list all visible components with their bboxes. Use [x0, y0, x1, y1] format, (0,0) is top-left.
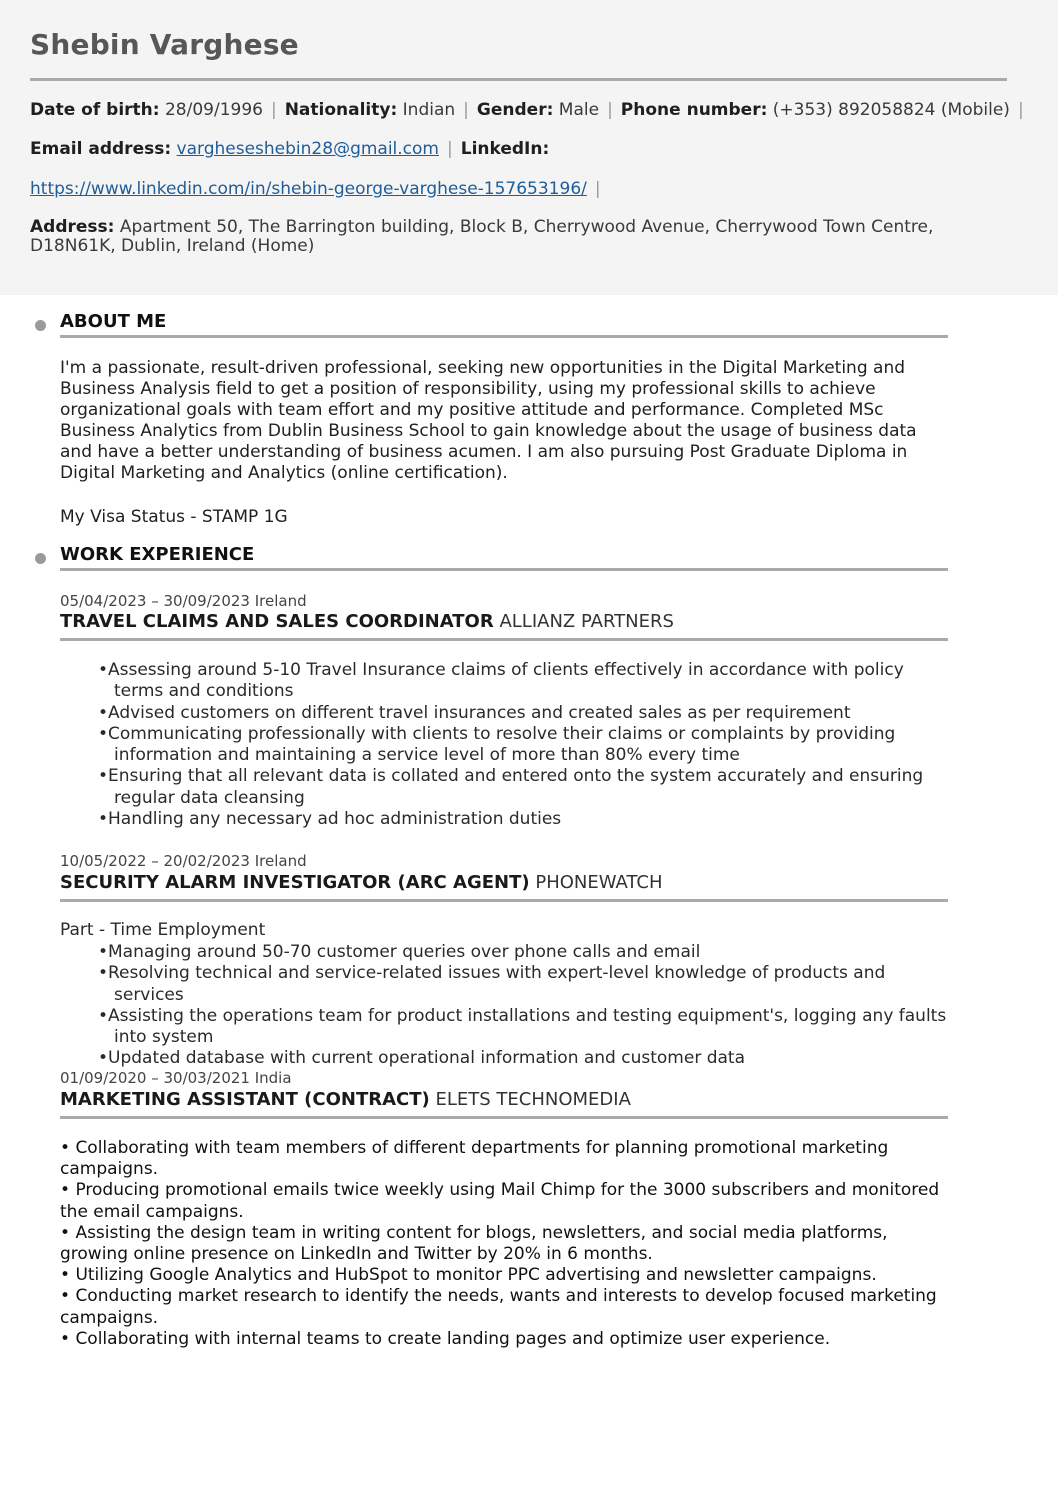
- name-divider: [30, 78, 1007, 81]
- job-title: [60, 1089, 631, 1110]
- nationality-label: Nationality:: [284, 100, 398, 120]
- list-item: • Assisting the design team in writing content for blogs, newsletters, and social media platforms, growing online presence on LinkedIn and Twitter by 20% in 6 months.: [60, 1222, 888, 1265]
- section-bullet-icon: [35, 320, 46, 331]
- candidate-name: Shebin Varghese: [30, 28, 299, 61]
- list-item: •Updated database with current operational information and customer data: [98, 1048, 746, 1069]
- dob-label: Date of birth:: [30, 100, 160, 120]
- job-title: [60, 872, 663, 893]
- linkedin-label: LinkedIn:: [460, 139, 550, 159]
- job-divider: [60, 899, 948, 902]
- personal-info-line: Date of birth: 28/09/1996 | Nationality: Indian | Gender: Male | Phone number: (+353) 892058824 (Mobile) |: [30, 100, 1024, 120]
- email-link[interactable]: vargheseshebin28@gmail.com: [176, 139, 439, 159]
- email-label: Email address:: [30, 139, 172, 159]
- job-role: TRAVEL CLAIMS AND SALES COORDINATOR: [60, 611, 494, 632]
- job-company: ALLIANZ PARTNERS: [499, 611, 674, 632]
- list-item: •Communicating professionally with clients to resolve their claims or complaints by providing information and maintaining a service level of more than 80% every time: [98, 723, 896, 766]
- list-item: •Handling any necessary ad hoc administration duties: [98, 809, 562, 830]
- job-divider: [60, 638, 948, 641]
- list-item: •Assisting the operations team for product installations and testing equipment's, logging any faults into system: [98, 1005, 947, 1048]
- about-text: I'm a passionate, result-driven professional, seeking new opportunities in the Digital Marketing and Business Analysis field to get a position of responsibility, using my professional skills to achieve organizational goals with team effort and my positive attitude and performance. Completed MSc Business Analytics from Dublin Business School to gain knowledge about the usage of business data and have a better understanding of business acumen. I am also pursuing Post Graduate Diploma in Digital Marketing and Analytics (online certification).: [60, 358, 917, 483]
- linkedin-link[interactable]: https://www.linkedin.com/in/shebin-george-varghese-157653196/: [30, 179, 587, 199]
- list-item: •Ensuring that all relevant data is collated and entered onto the system accurately and ensuring regular data cleansing: [98, 766, 924, 808]
- job-bullets: [98, 660, 958, 830]
- phone-value: (+353) 892058824 (Mobile): [772, 100, 1010, 120]
- nationality-value: Indian: [402, 100, 456, 120]
- job-date: 10/05/2022 – 20/02/2023 Ireland: [60, 852, 307, 870]
- job-role: SECURITY ALARM INVESTIGATOR (ARC AGENT): [60, 872, 530, 893]
- list-item: • Collaborating with team members of different departments for planning promotional marketing campaigns.: [60, 1138, 889, 1180]
- job-divider: [60, 1116, 948, 1119]
- address-value: Apartment 50, The Barrington building, Block B, Cherrywood Avenue, Cherrywood Town Centre, D18N61K, Dublin, Ireland (Home): [30, 217, 934, 256]
- about-divider: [60, 335, 948, 338]
- job-company: PHONEWATCH: [535, 872, 663, 893]
- address-line: [30, 218, 1010, 256]
- gender-label: Gender:: [476, 100, 554, 120]
- list-item: •Resolving technical and service-related issues with expert-level knowledge of products and services: [98, 963, 886, 1005]
- employment-type: Part - Time Employment: [60, 920, 266, 940]
- work-section-title: WORK EXPERIENCE: [60, 544, 255, 565]
- gender-value: Male: [558, 100, 600, 120]
- linkedin-line: https://www.linkedin.com/in/shebin-george-varghese-157653196/ |: [30, 179, 601, 199]
- list-item: • Producing promotional emails twice weekly using Mail Chimp for the 3000 subscribers and monitored the email campaigns.: [60, 1180, 940, 1222]
- header-panel: [0, 0, 1058, 295]
- visa-status: My Visa Status - STAMP 1G: [60, 507, 288, 527]
- list-item: •Assessing around 5-10 Travel Insurance claims of clients effectively in accordance with policy terms and conditions: [98, 660, 904, 702]
- job-bullets: [60, 1138, 950, 1350]
- job-bullets: [98, 942, 958, 1070]
- job-role: MARKETING ASSISTANT (CONTRACT): [60, 1089, 430, 1110]
- dob-value: 28/09/1996: [164, 100, 263, 120]
- phone-label: Phone number:: [620, 100, 768, 120]
- section-bullet-icon: [35, 553, 46, 564]
- list-item: •Managing around 50-70 customer queries over phone calls and email: [98, 942, 701, 962]
- about-section-title: ABOUT ME: [60, 311, 167, 332]
- list-item: • Collaborating with internal teams to create landing pages and optimize user experience.: [60, 1328, 831, 1349]
- job-date: 01/09/2020 – 30/03/2021 India: [60, 1069, 292, 1087]
- work-divider: [60, 568, 948, 571]
- list-item: • Utilizing Google Analytics and HubSpot to monitor PPC advertising and newsletter campaigns.: [60, 1265, 877, 1286]
- job-company: ELETS TECHNOMEDIA: [435, 1089, 631, 1110]
- job-date: 05/04/2023 – 30/09/2023 Ireland: [60, 592, 307, 610]
- job-title: [60, 611, 674, 632]
- address-label: Address:: [30, 217, 115, 237]
- list-item: •Advised customers on different travel insurances and created sales as per requirement: [98, 702, 851, 723]
- list-item: • Conducting market research to identify the needs, wants and interests to develop focused marketing campaigns.: [60, 1286, 937, 1328]
- contact-line: Email address: vargheseshebin28@gmail.com | LinkedIn:: [30, 139, 550, 159]
